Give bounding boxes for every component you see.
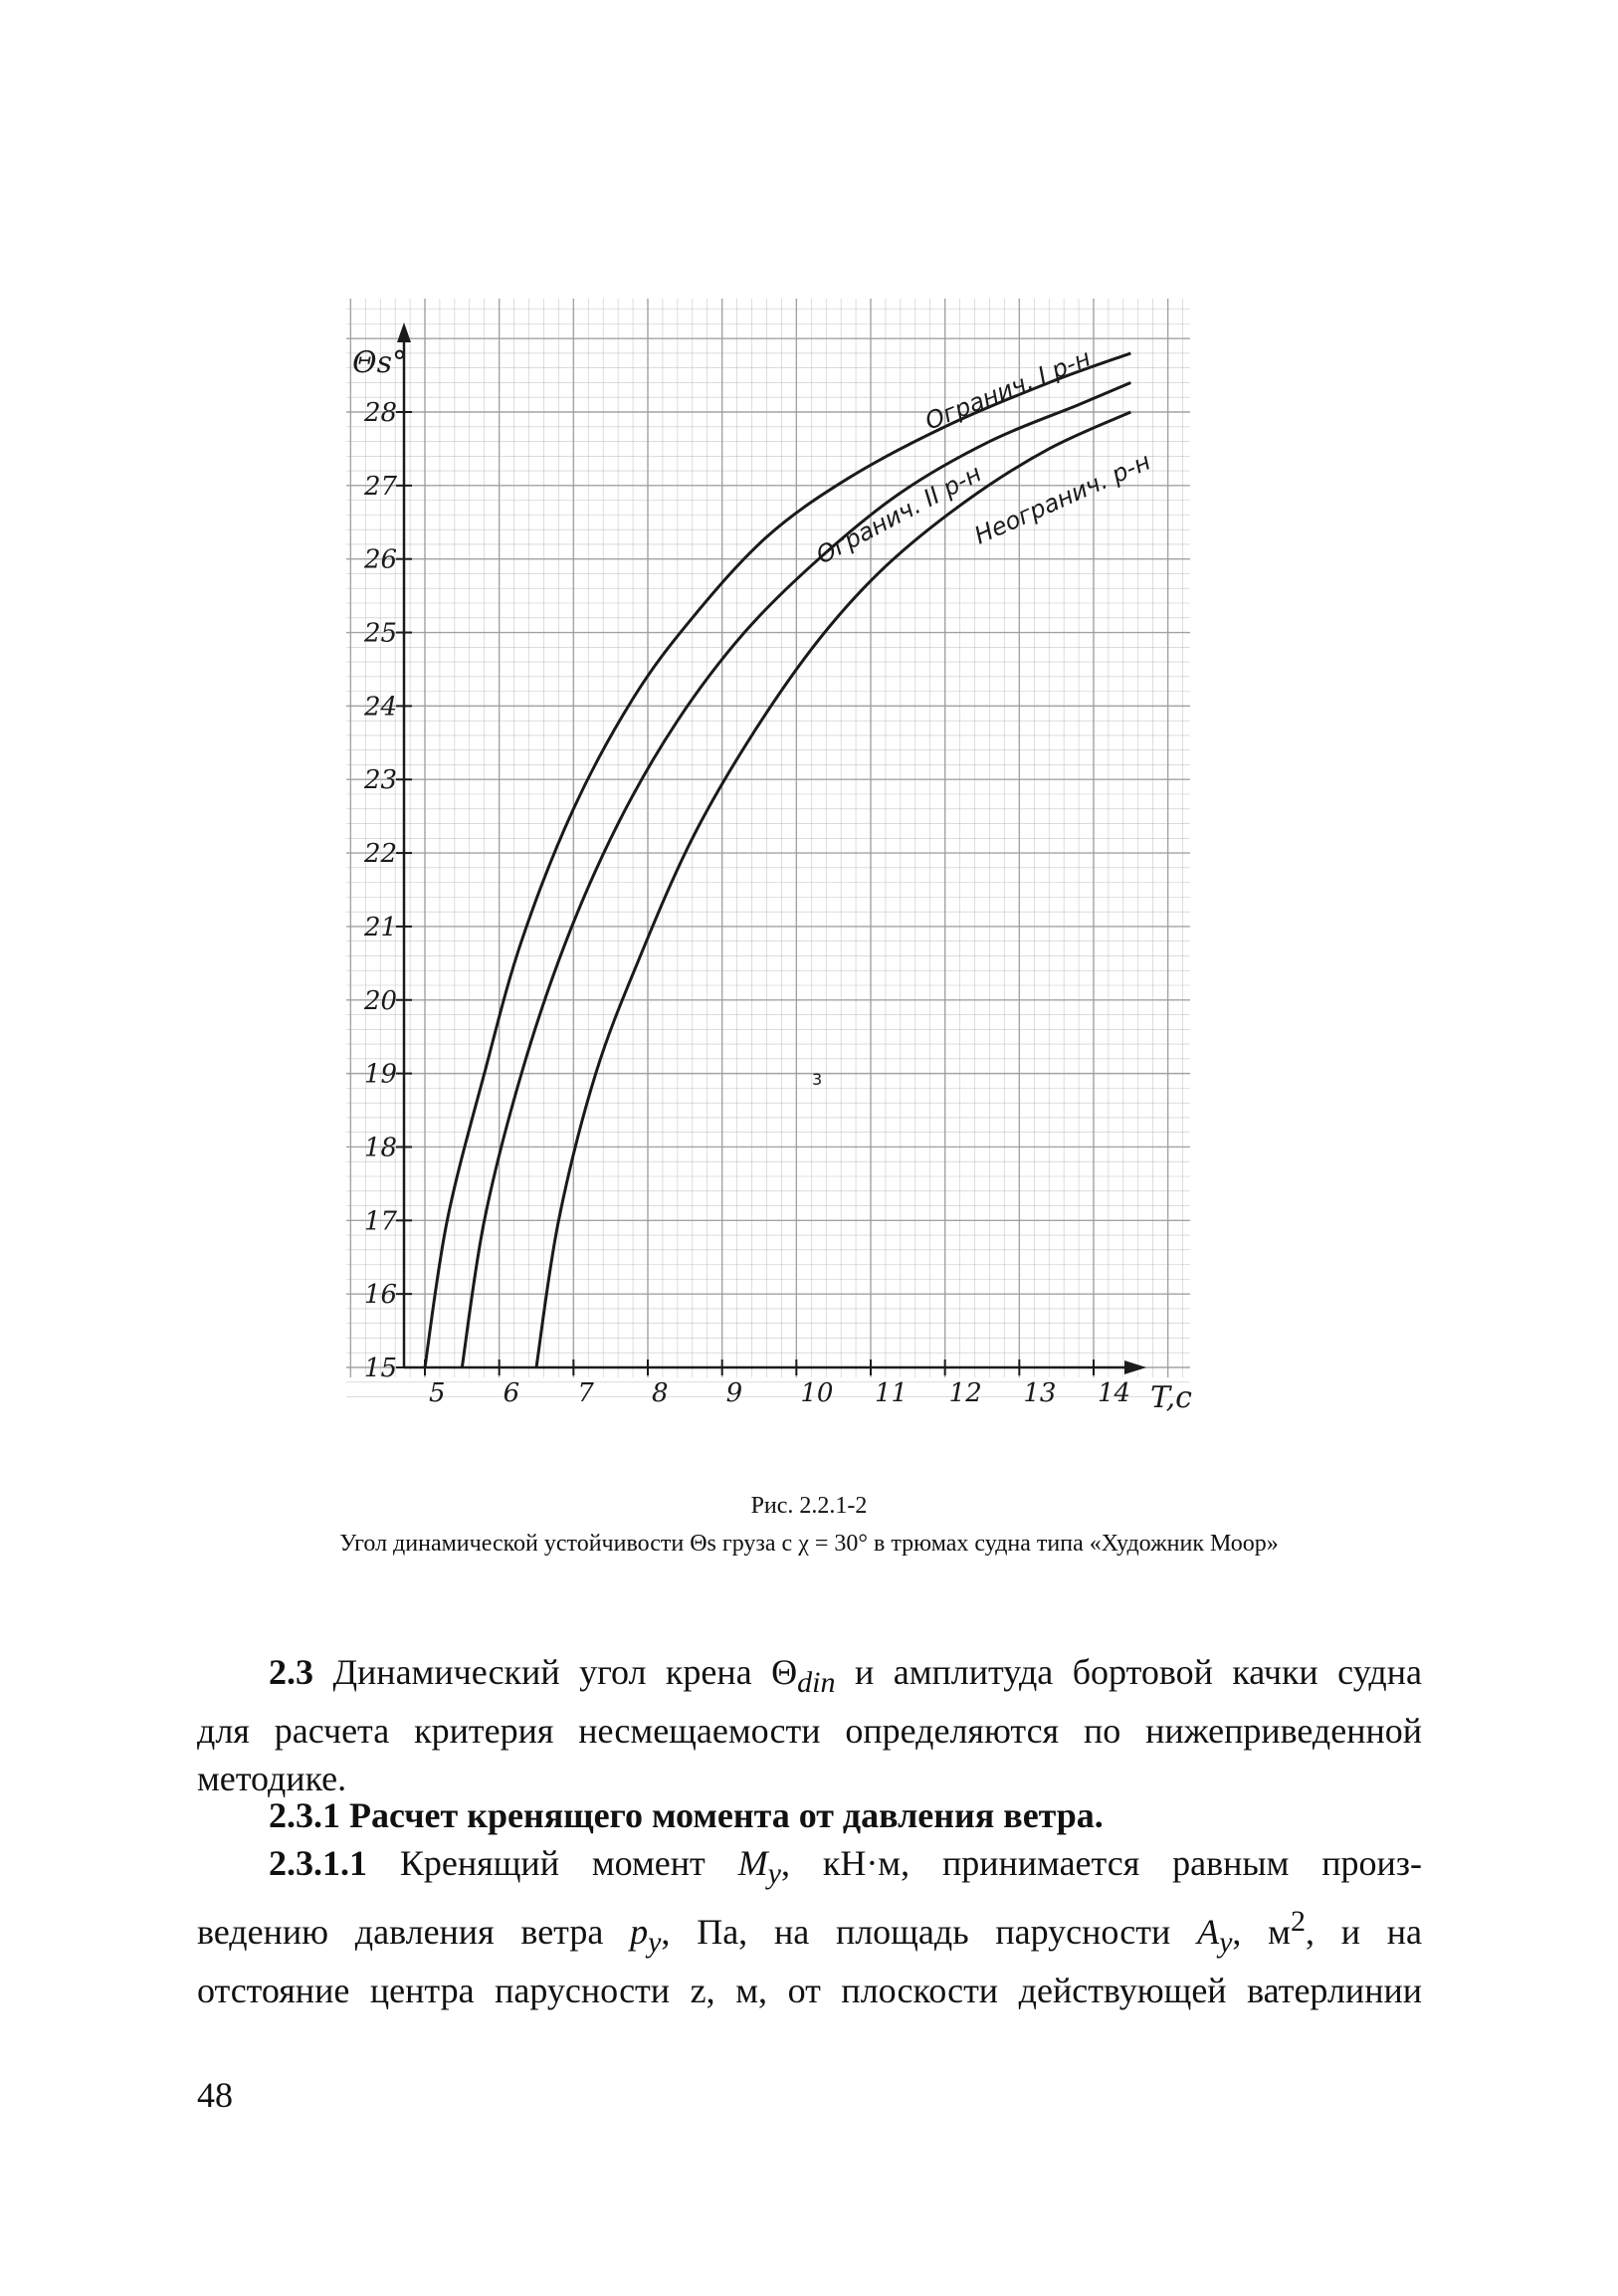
paragraph-2-3-1-1 — [197, 1839, 1422, 2014]
symbol-A-sub: y — [1219, 1926, 1233, 1960]
p3-text-a: Кренящий момент — [367, 1843, 738, 1883]
heading-2-3-1 — [197, 1791, 1422, 1839]
p3-text-e: , м — [1232, 1912, 1291, 1953]
figure-caption-number: Рис. 2.2.1-2 — [750, 1493, 868, 1519]
x-tick-label: 9 — [725, 1378, 743, 1408]
x-tick-label: 7 — [577, 1378, 594, 1408]
y-tick-label: 25 — [364, 618, 398, 649]
p3-line-2 — [197, 1898, 1422, 1967]
y-tick-label: 18 — [364, 1133, 398, 1163]
x-tick-label: 5 — [429, 1378, 446, 1408]
p3-text-b: , кН·м, принимается равным произ- — [780, 1843, 1422, 1883]
stray-mark: 3 — [812, 1070, 823, 1089]
curve-label-2: Огранич. II р-н — [811, 459, 986, 570]
paragraph-2-3 — [197, 1648, 1422, 1802]
x-tick-label: 8 — [652, 1378, 669, 1408]
curve-label-3: Неогранич. р-н — [970, 447, 1155, 550]
y-tick-label: 26 — [364, 544, 398, 575]
x-axis-title: T,c — [1150, 1380, 1192, 1415]
figure-caption-text: Угол динамической устойчивости Θs груза с χ = 30° в трюмах судна типа «Художник Моор» — [339, 1531, 1279, 1557]
p3-line-1 — [197, 1839, 1422, 1898]
p1-text-a: Динамический угол крена Θ — [313, 1652, 798, 1692]
x-tick-label: 11 — [875, 1378, 909, 1408]
y-tick-label: 21 — [364, 912, 398, 942]
y-tick-label: 24 — [364, 692, 398, 723]
y-tick-label: 28 — [364, 398, 398, 428]
symbol-p-sub: y — [648, 1926, 662, 1960]
x-axis-arrow — [1124, 1360, 1146, 1374]
curve-labels — [812, 343, 1155, 569]
y-tick-label: 22 — [364, 839, 398, 870]
p1-line-3: методике. — [197, 1759, 347, 1799]
grid-layer — [346, 299, 1190, 1397]
symbol-M: M — [737, 1843, 768, 1883]
x-tick-label: 6 — [503, 1378, 520, 1408]
p3-line-3: отстояние центра парусности z, м, от плоскости действующей ватерлинии — [197, 1971, 1422, 2011]
curve-label-1: Огранич. I р-н — [920, 343, 1095, 436]
y-axis-title: Θs° — [352, 345, 407, 380]
x-tick-label: 13 — [1023, 1378, 1057, 1408]
stability-chart — [342, 281, 1198, 1455]
x-tick-label: 14 — [1098, 1378, 1131, 1408]
symbol-A: A — [1197, 1912, 1220, 1953]
x-tick-label: 10 — [800, 1378, 834, 1408]
p1-line-2: для расчета критерия несмещаемости определяются по нижеприведенной — [197, 1711, 1422, 1752]
p3-text-f: , и на — [1305, 1912, 1423, 1953]
page-number: 48 — [197, 2075, 233, 2115]
din-subscript: din — [797, 1666, 836, 1700]
superscript-2: 2 — [1290, 1905, 1306, 1939]
y-tick-label: 27 — [364, 471, 398, 502]
symbol-M-sub: y — [767, 1857, 781, 1891]
y-tick-label: 19 — [364, 1059, 398, 1090]
x-tick-label: 12 — [948, 1378, 982, 1408]
p1-line-1 — [197, 1648, 1422, 1707]
y-tick-label: 15 — [364, 1354, 398, 1383]
heading-2-3-1-text: 2.3.1 Расчет кренящего момента от давления ветра. — [269, 1795, 1104, 1835]
y-axis-arrow — [397, 322, 411, 342]
section-number-2-3-1-1: 2.3.1.1 — [269, 1843, 367, 1883]
symbol-p: p — [630, 1912, 649, 1953]
y-tick-label: 17 — [364, 1206, 398, 1237]
y-tick-label: 23 — [364, 765, 398, 796]
p1-text-b: и амплитуда бортовой качки судна — [835, 1652, 1422, 1692]
section-number-2-3: 2.3 — [269, 1652, 313, 1692]
p3-text-d: , Па, на площадь парусности — [661, 1912, 1198, 1953]
p3-text-c: ведению давления ветра — [197, 1912, 631, 1953]
y-tick-label: 16 — [364, 1280, 398, 1311]
chart-svg — [342, 281, 1198, 1455]
y-tick-label: 20 — [364, 985, 398, 1016]
